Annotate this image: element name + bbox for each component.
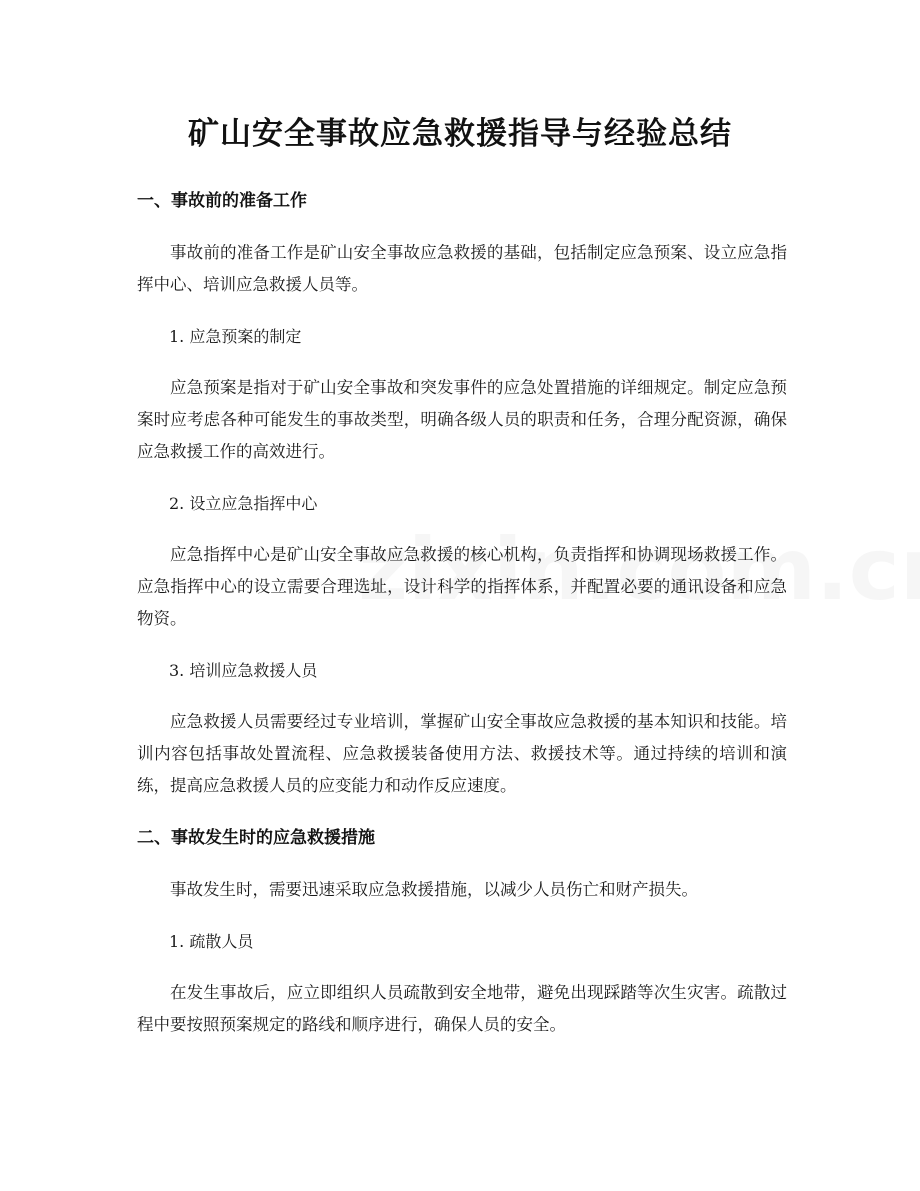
document-body: [137, 185, 787, 1061]
subsection-heading: 2. 设立应急指挥中心: [169, 494, 318, 513]
section-heading: 一、事故前的准备工作: [137, 191, 307, 211]
document-title: 矿山安全事故应急救援指导与经验总结: [188, 116, 732, 152]
subsection-heading: 1. 疏散人员: [169, 932, 254, 951]
subsection-heading: 1. 应急预案的制定: [169, 327, 302, 346]
section-heading: 二、事故发生时的应急救援措施: [137, 828, 375, 848]
section-intro: 事故前的准备工作是矿山安全事故应急救援的基础，包括制定应急预案、设立应急指挥中心、培训应急救援人员等。: [137, 243, 787, 294]
subsection-paragraph: 在发生事故后，应立即组织人员疏散到安全地带，避免出现踩踏等次生灾害。疏散过程中要按照预案规定的路线和顺序进行，确保人员的安全。: [137, 983, 787, 1034]
subsection-heading: 3. 培训应急救援人员: [169, 661, 318, 680]
section-intro: 事故发生时，需要迅速采取应急救援措施，以减少人员伤亡和财产损失。: [170, 880, 698, 899]
subsection-paragraph: 应急救援人员需要经过专业培训，掌握矿山安全事故应急救援的基本知识和技能。培训内容包括事故处置流程、应急救援装备使用方法、救援技术等。通过持续的培训和演练，提高应急救援人员的应变能力和动作反应速度。: [137, 712, 787, 795]
subsection-paragraph: 应急预案是指对于矿山安全事故和突发事件的应急处置措施的详细规定。制定应急预案时应考虑各种可能发生的事故类型，明确各级人员的职责和任务，合理分配资源，确保应急救援工作的高效进行。: [137, 378, 787, 461]
subsection-paragraph: 应急指挥中心是矿山安全事故应急救援的核心机构，负责指挥和协调现场救援工作。应急指挥中心的设立需要合理选址，设计科学的指挥体系，并配置必要的通讯设备和应急物资。: [137, 545, 787, 628]
